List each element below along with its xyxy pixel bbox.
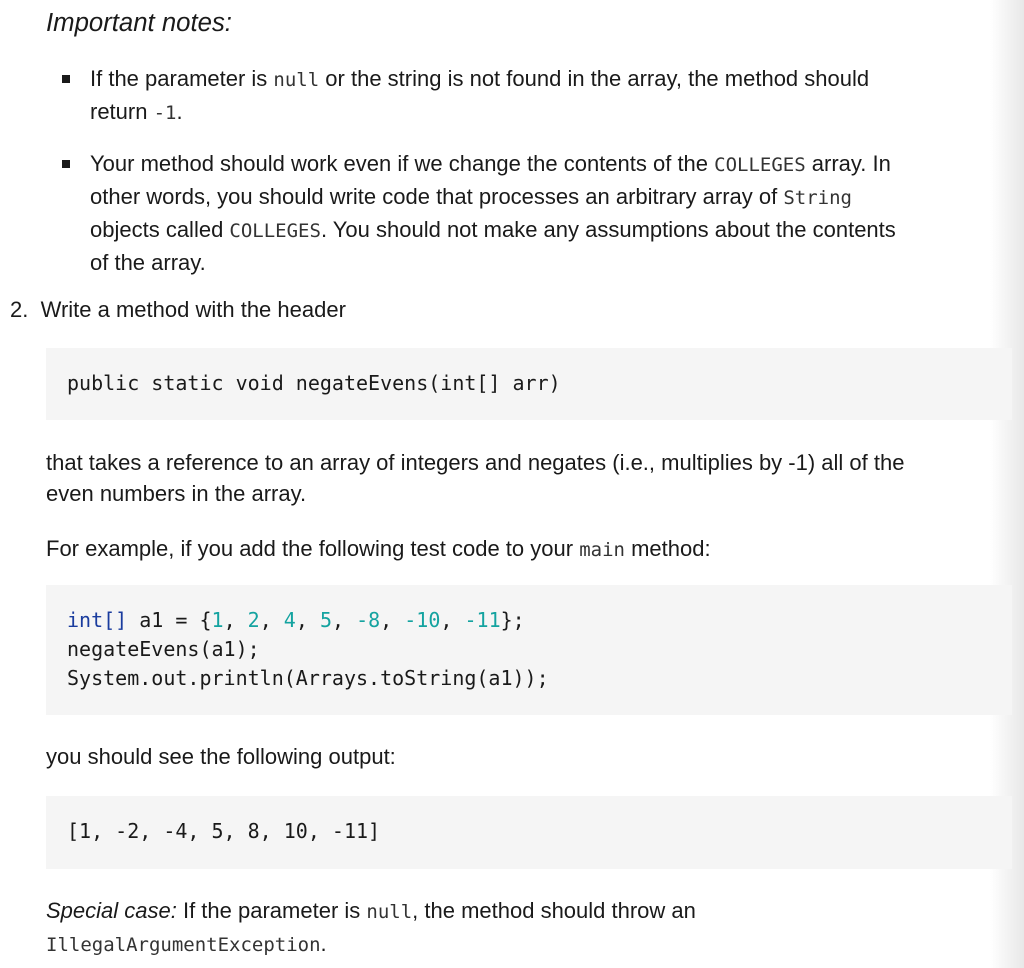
note-text: other words, you should write code that processes an arbitrary array of xyxy=(90,184,784,209)
output-line: [1, -2, -4, 5, 8, 10, -11] xyxy=(67,819,381,843)
description-line: that takes a reference to an array of integers and negates (i.e., multiplies by -1) all of the xyxy=(46,450,905,475)
description-line: even numbers in the array. xyxy=(46,481,307,506)
test-code-block xyxy=(46,585,1012,715)
special-case xyxy=(46,895,1006,961)
inline-code: COLLEGES xyxy=(229,220,321,242)
note-item-arbitrary-array xyxy=(62,148,896,278)
method-header-code xyxy=(46,348,1012,420)
special-text: . xyxy=(320,931,327,956)
example-text: For example, if you add the following test code to your xyxy=(46,536,580,561)
output-block xyxy=(46,796,1012,869)
notes-heading: Important notes: xyxy=(46,9,232,37)
bullet-square-icon xyxy=(62,75,70,83)
bullet-square-icon xyxy=(62,160,70,168)
code-number: 4 xyxy=(283,608,296,632)
inline-code: null xyxy=(366,901,413,923)
notes-list xyxy=(62,63,869,129)
note-text: of the array. xyxy=(90,250,206,275)
example-intro xyxy=(46,533,1006,566)
special-case-label: Special case: xyxy=(46,898,177,923)
note-item-null xyxy=(62,63,869,129)
inline-code: main xyxy=(579,539,625,561)
code-text: , xyxy=(331,608,357,632)
description xyxy=(46,447,1006,509)
inline-code: String xyxy=(783,187,852,209)
code-text: , xyxy=(295,608,320,632)
note-text: . You should not make any assumptions about the contents xyxy=(320,217,896,242)
note-text: . xyxy=(176,99,183,124)
note-text: objects called xyxy=(90,217,230,242)
note-text: return xyxy=(90,99,154,124)
code-line: public static void negateEvens(int[] arr) xyxy=(67,371,561,395)
code-line-call: negateEvens(a1); xyxy=(67,637,260,661)
code-text: , xyxy=(440,608,465,632)
note-text: If the parameter is xyxy=(90,66,274,91)
question-2-heading xyxy=(10,294,346,325)
code-number: 1 xyxy=(211,608,224,632)
inline-code: IllegalArgumentException xyxy=(46,934,321,956)
note-text: Your method should work even if we change the contents of the xyxy=(90,151,715,176)
code-keyword: int[] xyxy=(67,608,128,632)
code-number: 2 xyxy=(247,608,260,632)
code-line-array-decl xyxy=(67,606,1012,635)
inline-code: COLLEGES xyxy=(714,154,806,176)
code-number: 5 xyxy=(319,608,332,632)
note-text: array. In xyxy=(805,151,891,176)
note-text: or the string is not found in the array, the method should xyxy=(319,66,870,91)
code-text: , xyxy=(380,608,405,632)
code-number: -10 xyxy=(404,608,441,632)
code-line-print: System.out.println(Arrays.toString(a1)); xyxy=(67,666,549,690)
question-intro: Write a method with the header xyxy=(40,297,346,322)
output-intro: you should see the following output: xyxy=(46,744,396,769)
code-text: }; xyxy=(500,608,525,632)
code-number: -8 xyxy=(356,608,381,632)
notes-list-2 xyxy=(62,148,896,278)
code-text: a1 = { xyxy=(127,608,212,632)
inline-code: null xyxy=(273,69,320,91)
inline-code: -1 xyxy=(153,102,177,124)
question-number: 2. xyxy=(10,297,29,322)
example-text: method: xyxy=(624,536,711,561)
special-text: , the method should throw an xyxy=(412,898,696,923)
code-text: , xyxy=(259,608,284,632)
code-text: , xyxy=(223,608,248,632)
code-number: -11 xyxy=(464,608,501,632)
special-text: If the parameter is xyxy=(176,898,367,923)
